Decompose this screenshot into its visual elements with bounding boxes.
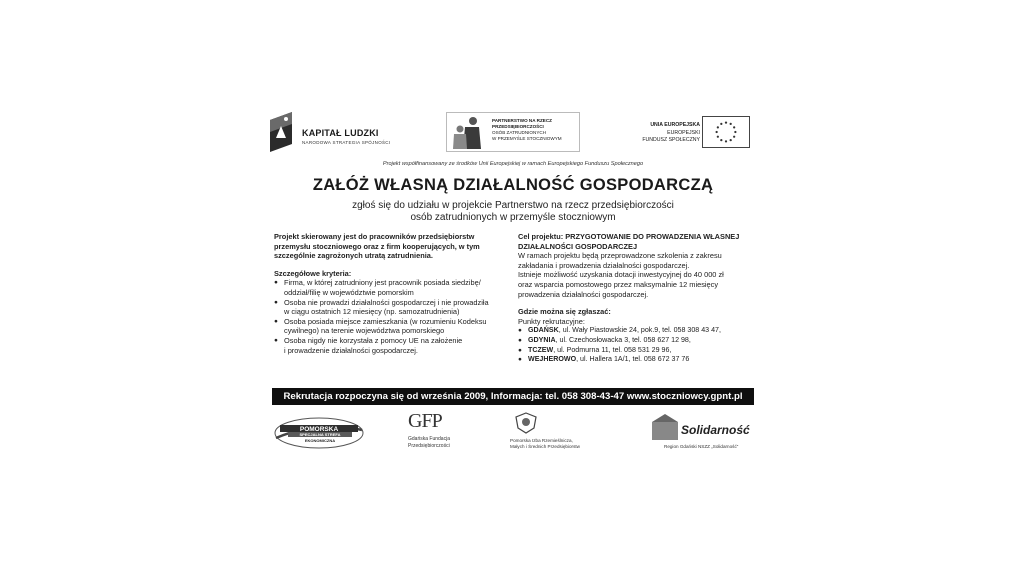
criteria-text: i prowadzenie działalności gospodarczej. (284, 345, 418, 355)
where-title: Gdzie można się zgłaszać: (518, 307, 611, 317)
solidarnosc-mark: Solidarność (681, 423, 750, 437)
gfp-mark: GFP (408, 410, 442, 432)
gfp-line-2: Przedsiębiorczości (408, 443, 450, 449)
criteria-text: cywilnego) na terenie województwa pomorskiego (284, 326, 445, 336)
subtitle-line-2: osób zatrudnionych w przemyśle stoczniowym (410, 212, 616, 223)
pomorska-line-2: SPECJALNA STREFA (299, 432, 341, 437)
points-label: Punkty rekrutacyjne: (518, 316, 585, 326)
pomorska-strefa-icon (274, 416, 364, 450)
criteria-text: oddział/filię w województwie pomorskim (284, 287, 414, 297)
point-city: GDYNIA (528, 335, 556, 344)
gfp-logo (404, 410, 474, 456)
criteria-item (274, 317, 508, 336)
kapital-ludzki-subtitle: NARODOWA STRATEGIA SPÓJNOŚCI (302, 140, 391, 145)
intro-line-3: szczególnie zagrożonych utratą zatrudnienia. (274, 251, 433, 261)
solidarnosc-logo (650, 412, 754, 452)
header-logos (268, 106, 758, 156)
goal-line-2: DZIAŁALNOŚCI GOSPODARCZEJ (518, 241, 638, 251)
criteria-text: ● Firma, w której zatrudniony jest pracownik posiada siedzibę/ (284, 278, 481, 288)
right-column (518, 232, 754, 365)
partnerstwo-logo (446, 112, 580, 152)
criteria-text: ● Osoba nie prowadzi działalności gospodarczej i nie prowadziła (284, 297, 489, 307)
criteria-item (274, 278, 508, 297)
ue-line-3: FUNDUSZ SPOŁECZNY (642, 137, 700, 143)
solidarnosc-caption: Region Gdański NSZZ „Solidarność” (664, 444, 739, 449)
kapital-ludzki-title: KAPITAŁ LUDZKI (302, 128, 379, 138)
cofinanced-note: Projekt współfinansowany ze środków Unii Europejskiej w ramach Europejskiego Funduszu Społecznego (382, 161, 644, 167)
desc-line-1: W ramach projektu będą przeprowadzone szkolenia z zakresu (518, 251, 722, 261)
izba-line-2: Małych i Średnich Przedsiębiorstw (510, 444, 580, 449)
point-city: GDAŃSK (528, 326, 559, 335)
point-address: , ul. Czechosłowacka 3, tel. 058 627 12 98, (555, 335, 691, 344)
izba-rzemieslnicza-logo (510, 412, 620, 458)
point-city: TCZEW (528, 345, 554, 354)
solidarnosc-icon (650, 412, 754, 442)
partnerstwo-icon (451, 115, 485, 149)
ue-logo (632, 116, 752, 150)
subtitle-line-1: zgłoś się do udziału w projekcie Partnerstwo na rzecz przedsiębiorczości (352, 200, 674, 211)
desc-line-4: oraz wsparcia pomostowego przez maksymalnie 12 miesięcy (518, 279, 719, 289)
criteria-text: ● Osoba nigdy nie korzystała z pomocy UE na założenie (284, 335, 463, 345)
point-address: , ul. Hallera 1A/1, tel. 058 672 37 76 (576, 355, 690, 364)
desc-line-2: zakładania i prowadzenia działalności gospodarczej. (518, 260, 690, 270)
list-item (518, 355, 754, 365)
criteria-item (274, 298, 508, 317)
partnerstwo-line-4: W PRZEMYŚLE STOCZNIOWYM (492, 136, 562, 141)
recruitment-points-list (518, 326, 754, 364)
kapital-ludzki-icon (270, 112, 292, 152)
list-item (518, 326, 754, 336)
list-item (518, 346, 754, 356)
list-item (518, 336, 754, 346)
left-column (274, 232, 508, 355)
point-address: , ul. Podmurna 11, tel. 058 531 29 96, (553, 345, 672, 354)
criteria-title: Szczegółowe kryteria: (274, 268, 352, 278)
gfp-line-1: Gdańska Fundacja (408, 436, 450, 442)
point-city: WEJHEROWO (528, 355, 577, 364)
pomorska-strefa-logo (274, 416, 364, 450)
criteria-item (274, 336, 508, 355)
goal-line-1: Cel projektu: PRZYGOTOWANIE DO PROWADZENIA WŁASNEJ (518, 232, 740, 241)
desc-line-3: Istnieje możliwość uzyskania dotacji inwestycyjnej do 40 000 zł (518, 270, 724, 280)
recruitment-banner: Rekrutacja rozpoczyna się od września 2009, Informacja: tel. 058 308-43-47 www.stoczniowcy.gpnt.pl (272, 388, 754, 405)
ue-line-1: UNIA EUROPEJSKA (650, 122, 700, 128)
page-title: ZAŁÓŻ WŁASNĄ DZIAŁALNOŚĆ GOSPODARCZĄ (312, 176, 714, 194)
partnerstwo-line-3: OSÓB ZATRUDNIONYCH (492, 130, 547, 135)
partnerstwo-line-1: PARTNERSTWO NA RZECZ (492, 118, 552, 123)
criteria-text: w ciągu ostatnich 12 miesięcy (np. samozatrudnienia) (284, 307, 460, 317)
ue-line-2: EUROPEJSKI (667, 130, 700, 136)
pomorska-line-3: EKONOMICZNA (304, 438, 336, 443)
pomorska-line-1: POMORSKA (299, 426, 339, 433)
partnerstwo-line-2: PRZEDSIĘBIORCZOŚCI (492, 124, 544, 129)
criteria-list (274, 278, 508, 355)
izba-line-1: Pomorska Izba Rzemieślnicza, (510, 438, 573, 443)
intro-line-1: Projekt skierowany jest do pracowników przedsiębiorstw (274, 232, 475, 241)
intro-line-2: przemysłu stoczniowego oraz z firm kooperujących, w tym (274, 241, 480, 251)
desc-line-5: prowadzenia działalności gospodarczej. (518, 289, 649, 299)
eu-flag-icon (702, 116, 750, 148)
point-address: , ul. Wały Piastowskie 24, pok.9, tel. 058 308 43 47, (558, 326, 721, 335)
criteria-text: ● Osoba posiada miejsce zamieszkania (w rozumieniu Kodeksu (284, 316, 487, 326)
flyer (268, 106, 758, 466)
kapital-ludzki-logo (270, 112, 400, 154)
izba-crest-icon (514, 412, 538, 434)
